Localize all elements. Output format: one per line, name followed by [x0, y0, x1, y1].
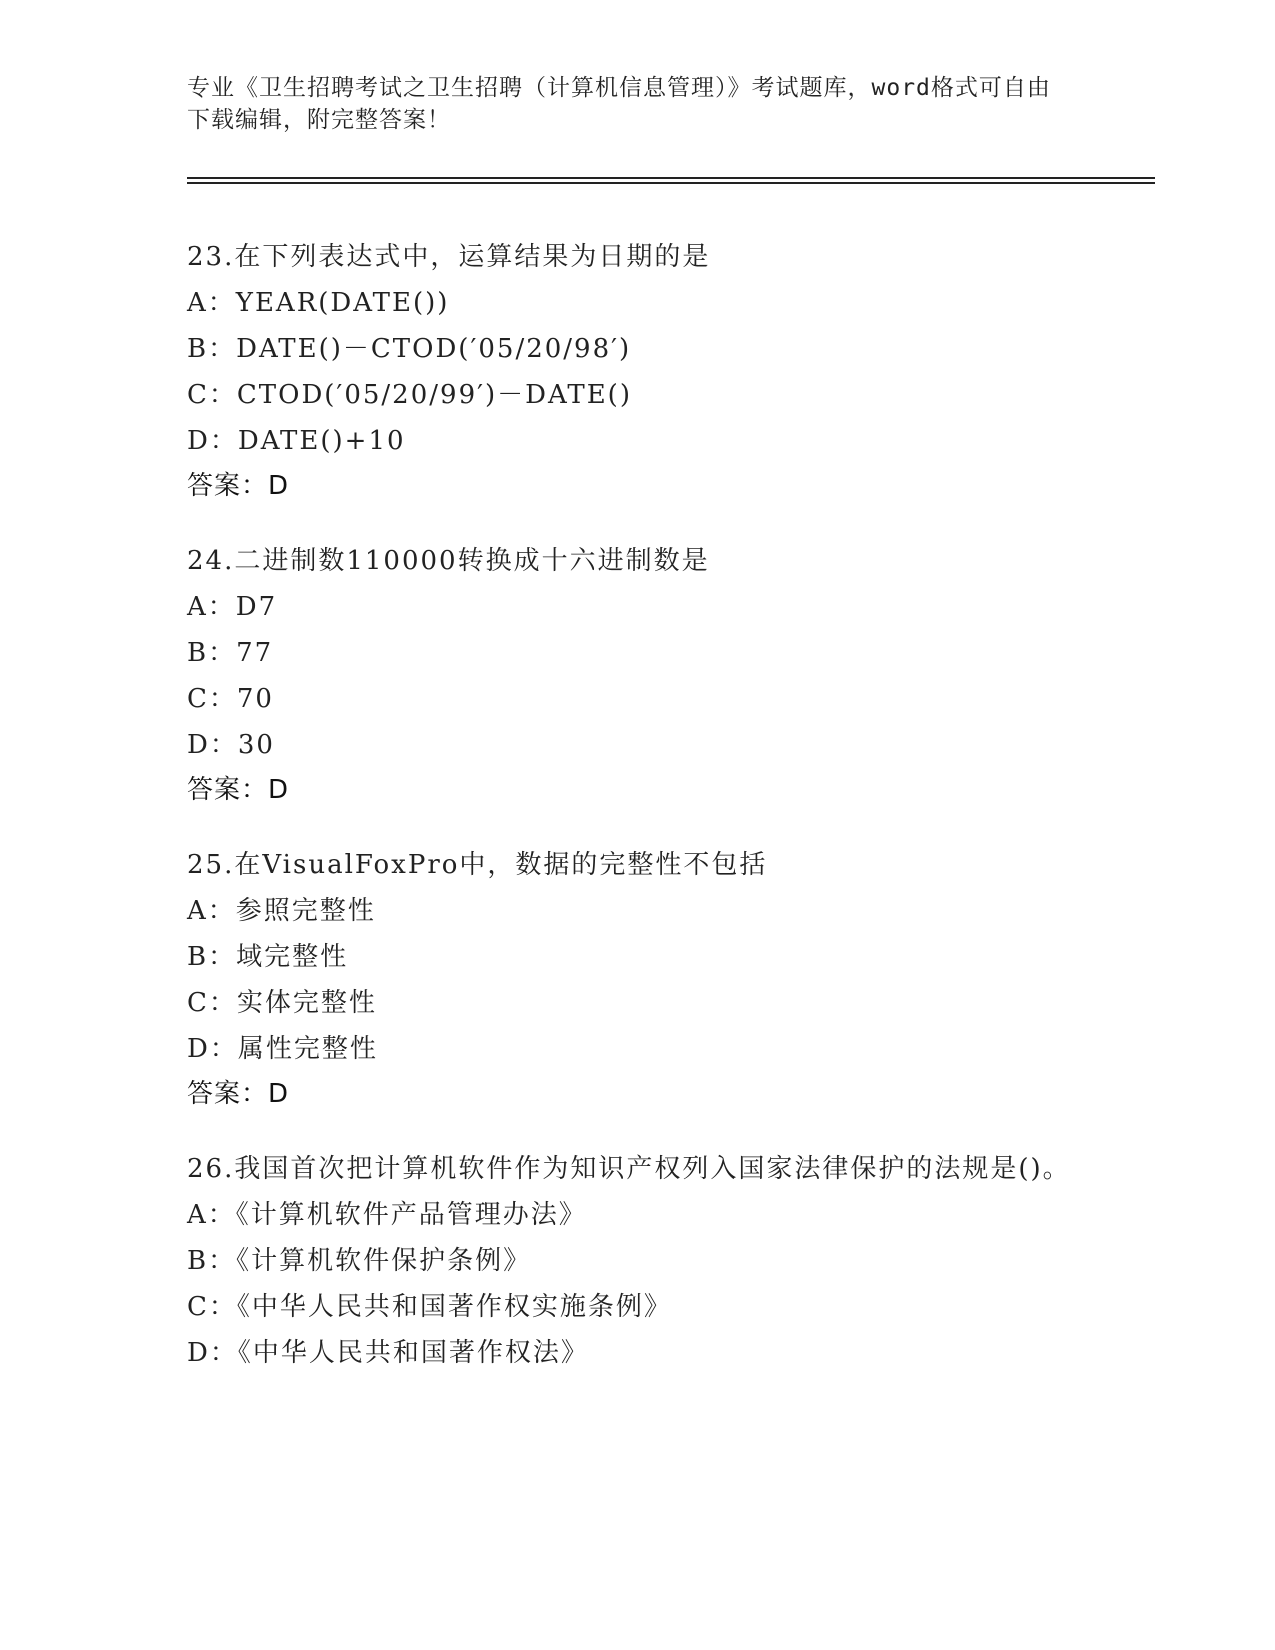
option-b: B：域完整性 [187, 942, 349, 972]
question-stem: 24.二进制数110000转换成十六进制数是 [187, 546, 710, 576]
option-d: D：属性完整性 [187, 1034, 378, 1064]
option-a: A：D7 [187, 592, 278, 622]
document-header: 专业《卫生招聘考试之卫生招聘（计算机信息管理）》考试题库，word格式可自由下载编辑，附完整答案！ [187, 75, 1051, 133]
option-a: A：《计算机软件产品管理办法》 [187, 1200, 587, 1230]
question-26 [187, 1146, 1087, 1376]
header-divider-top [187, 177, 1155, 179]
option-b: B：DATE()－CTOD(′05/20/98′) [187, 334, 632, 364]
option-c: C：实体完整性 [187, 988, 377, 1018]
answer-label: 答案：D [187, 471, 290, 501]
option-b: B：77 [187, 638, 274, 668]
question-23 [187, 234, 1087, 508]
option-d: D：30 [187, 730, 275, 760]
answer-label: 答案：D [187, 775, 290, 805]
question-25 [187, 842, 1087, 1116]
option-c: C：CTOD(′05/20/99′)－DATE() [187, 380, 632, 410]
answer-label: 答案：D [187, 1079, 290, 1109]
option-a: A：YEAR(DATE()) [187, 288, 450, 318]
question-stem: 25.在VisualFoxPro中，数据的完整性不包括 [187, 850, 768, 880]
option-a: A：参照完整性 [187, 896, 376, 926]
header-divider-bottom [187, 182, 1155, 184]
option-d: D：DATE()+10 [187, 426, 406, 456]
option-b: B：《计算机软件保护条例》 [187, 1246, 532, 1276]
question-24 [187, 538, 1087, 812]
question-stem: 23.在下列表达式中，运算结果为日期的是 [187, 242, 711, 272]
option-d: D：《中华人民共和国著作权法》 [187, 1338, 589, 1368]
question-stem: 26.我国首次把计算机软件作为知识产权列入国家法律保护的法规是()。 [187, 1154, 1071, 1184]
question-list [187, 234, 1087, 1406]
option-c: C：70 [187, 684, 274, 714]
option-c: C：《中华人民共和国著作权实施条例》 [187, 1292, 672, 1322]
